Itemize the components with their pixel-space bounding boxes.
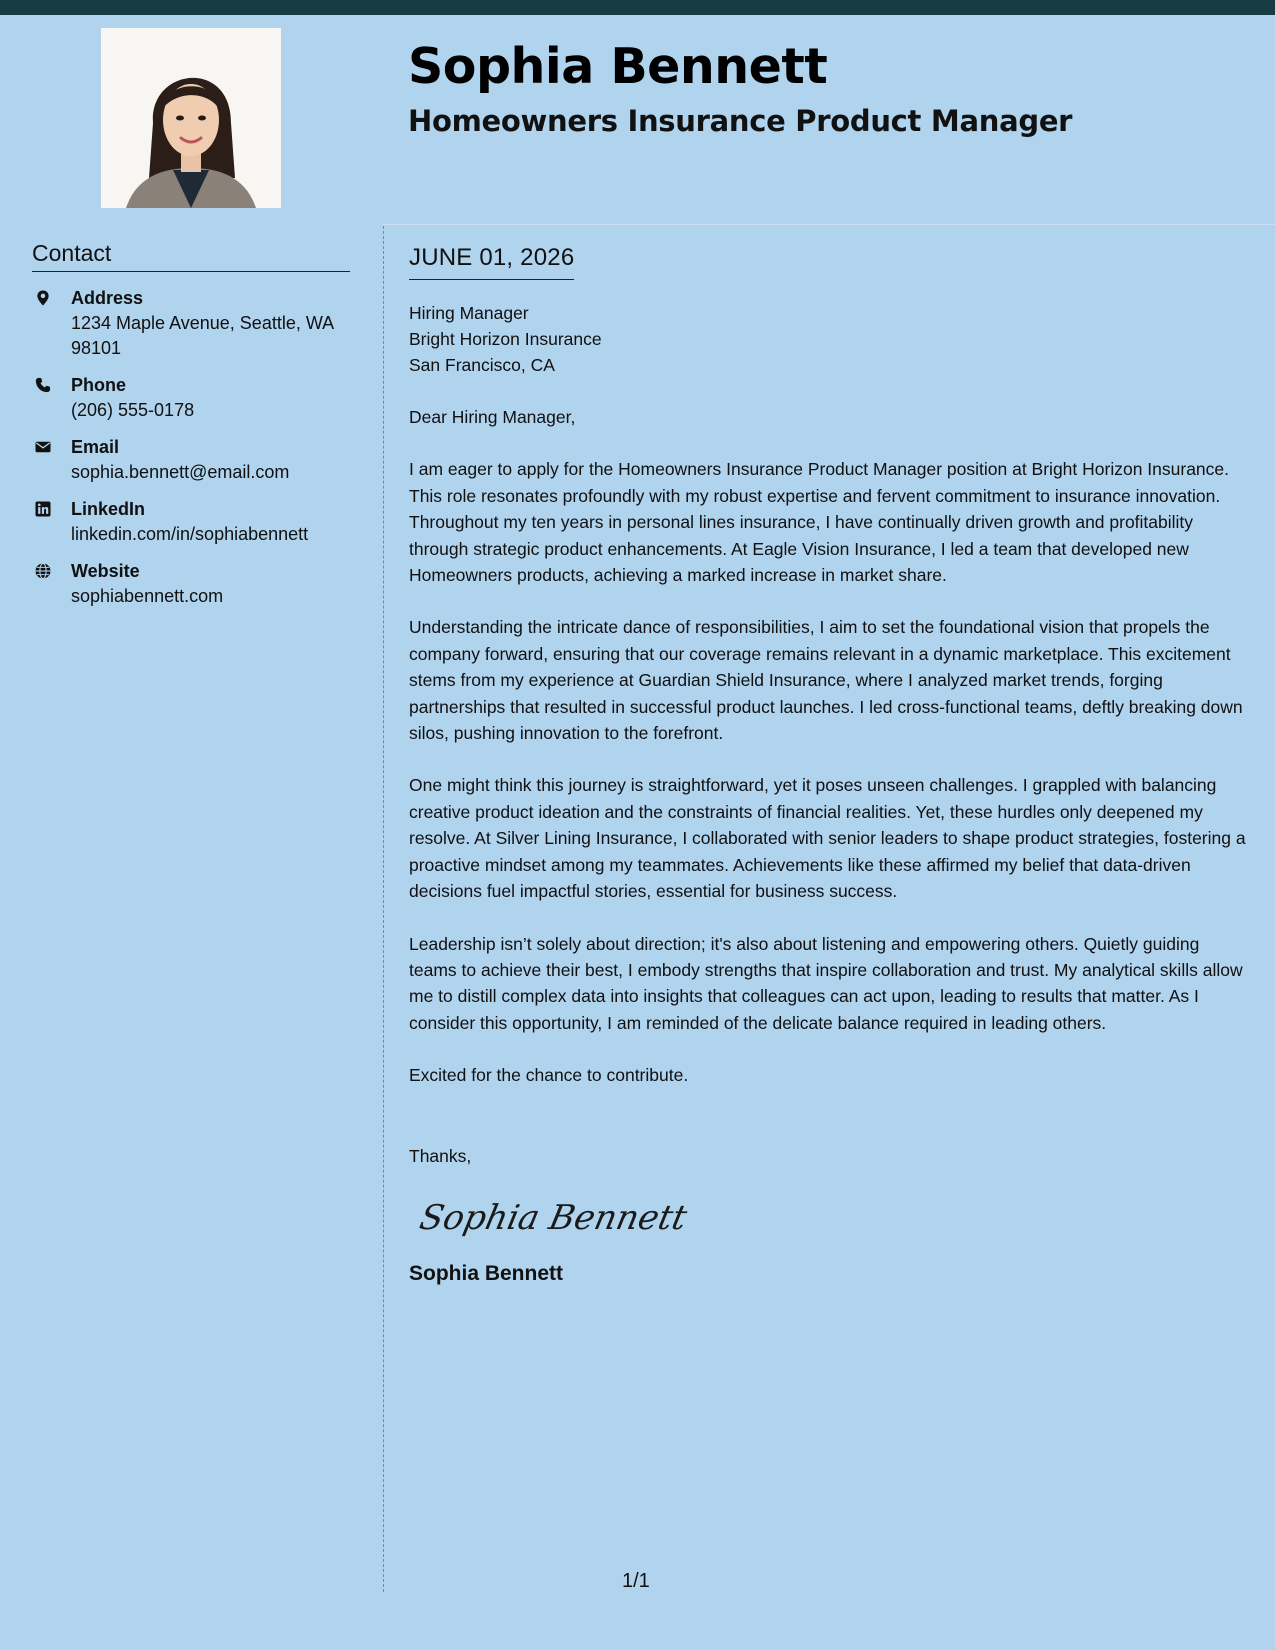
recipient-name: Hiring Manager bbox=[409, 303, 529, 323]
letter-paragraph: Leadership isn’t solely about direction; it's also about listening and empowering others. Quietly guiding teams to achieve their best, I embody strengths that inspire collaboration and trust. My analytical skills allow me to distill complex data into insights that colleagues can act upon, leading to results that matter. As I consider this opportunity, I am reminded of the delicate balance required in leading others. bbox=[409, 933, 1243, 1033]
recipient-block bbox=[409, 300, 1251, 378]
map-pin-icon bbox=[34, 289, 52, 307]
contact-heading: Contact bbox=[32, 240, 350, 272]
letter-paragraph: Understanding the intricate dance of responsibilities, I aim to set the foundational vision that propels the company forward, ensuring that our coverage remains relevant in a dynamic marketplace. This excitement stems from my experience at Guardian Shield Insurance, where I analyzed market trends, forging partnerships that resulted in successful product launches. I led cross-functional teams, deftly breaking down silos, pushing innovation to the forefront. bbox=[409, 617, 1243, 744]
column-divider bbox=[383, 226, 384, 1592]
contact-value-address: 1234 Maple Avenue, Seattle, WA 98101 bbox=[71, 313, 334, 358]
candidate-title: Homeowners Insurance Product Manager bbox=[408, 104, 1073, 138]
page-number: 1/1 bbox=[622, 1570, 650, 1592]
contact-value-email: sophia.bennett@email.com bbox=[71, 462, 290, 482]
phone-icon bbox=[34, 376, 52, 394]
letter-paragraph: I am eager to apply for the Homeowners Insurance Product Manager position at Bright Horizon Insurance. This role resonates profoundly with my robust expertise and fervent commitment to insurance innovation. Throughout my ten years in personal lines insurance, I have continually driven growth and profitability through strategic product enhancements. At Eagle Vision Insurance, I led a team that developed new Homeowners products, achieving a marked increase in market share. bbox=[409, 459, 1230, 586]
contact-sidebar bbox=[32, 240, 350, 621]
signed-name: Sophia Bennett bbox=[409, 1261, 564, 1285]
profile-photo-illustration bbox=[101, 28, 281, 208]
candidate-name: Sophia Bennett bbox=[408, 38, 828, 95]
recipient-location: San Francisco, CA bbox=[409, 355, 555, 375]
contact-label-linkedin: LinkedIn bbox=[71, 499, 146, 519]
profile-photo bbox=[101, 28, 281, 208]
linkedin-icon bbox=[34, 500, 52, 518]
signature-text: Sophia Bennett bbox=[416, 1198, 691, 1238]
globe-icon bbox=[34, 562, 52, 580]
contact-label-website: Website bbox=[71, 561, 140, 581]
recipient-company: Bright Horizon Insurance bbox=[409, 329, 602, 349]
signature-image bbox=[416, 1187, 691, 1247]
contact-email bbox=[32, 435, 350, 485]
contact-address bbox=[32, 286, 350, 361]
top-accent-bar bbox=[0, 0, 1275, 15]
contact-value-linkedin: linkedin.com/in/sophiabennett bbox=[71, 524, 309, 544]
contact-linkedin bbox=[32, 497, 350, 547]
contact-value-phone: (206) 555-0178 bbox=[71, 400, 195, 420]
envelope-icon bbox=[34, 438, 52, 456]
contact-phone bbox=[32, 373, 350, 423]
signoff: Thanks, bbox=[409, 1145, 472, 1166]
contact-label-email: Email bbox=[71, 437, 120, 457]
header-divider bbox=[383, 224, 1275, 225]
handwritten-signature bbox=[416, 1187, 1251, 1247]
contact-label-address: Address bbox=[71, 288, 144, 308]
contact-value-website: sophiabennett.com bbox=[71, 586, 224, 606]
contact-website bbox=[32, 559, 350, 609]
contact-label-phone: Phone bbox=[71, 375, 127, 395]
closing-line: Excited for the chance to contribute. bbox=[409, 1065, 689, 1086]
letter-body bbox=[409, 243, 1251, 1287]
salutation: Dear Hiring Manager, bbox=[409, 407, 576, 427]
letter-date: JUNE 01, 2026 bbox=[409, 243, 574, 280]
letter-paragraph: One might think this journey is straightforward, yet it poses unseen challenges. I grappled with balancing creative product ideation and the constraints of financial realities. Yet, these hurdles only deepened my resolve. At Silver Lining Insurance, I collaborated with senior leaders to shape product strategies, fostering a proactive mindset among my teammates. Achievements like these affirmed my belief that data-driven decisions fuel impactful stories, essential for business success. bbox=[409, 775, 1246, 902]
